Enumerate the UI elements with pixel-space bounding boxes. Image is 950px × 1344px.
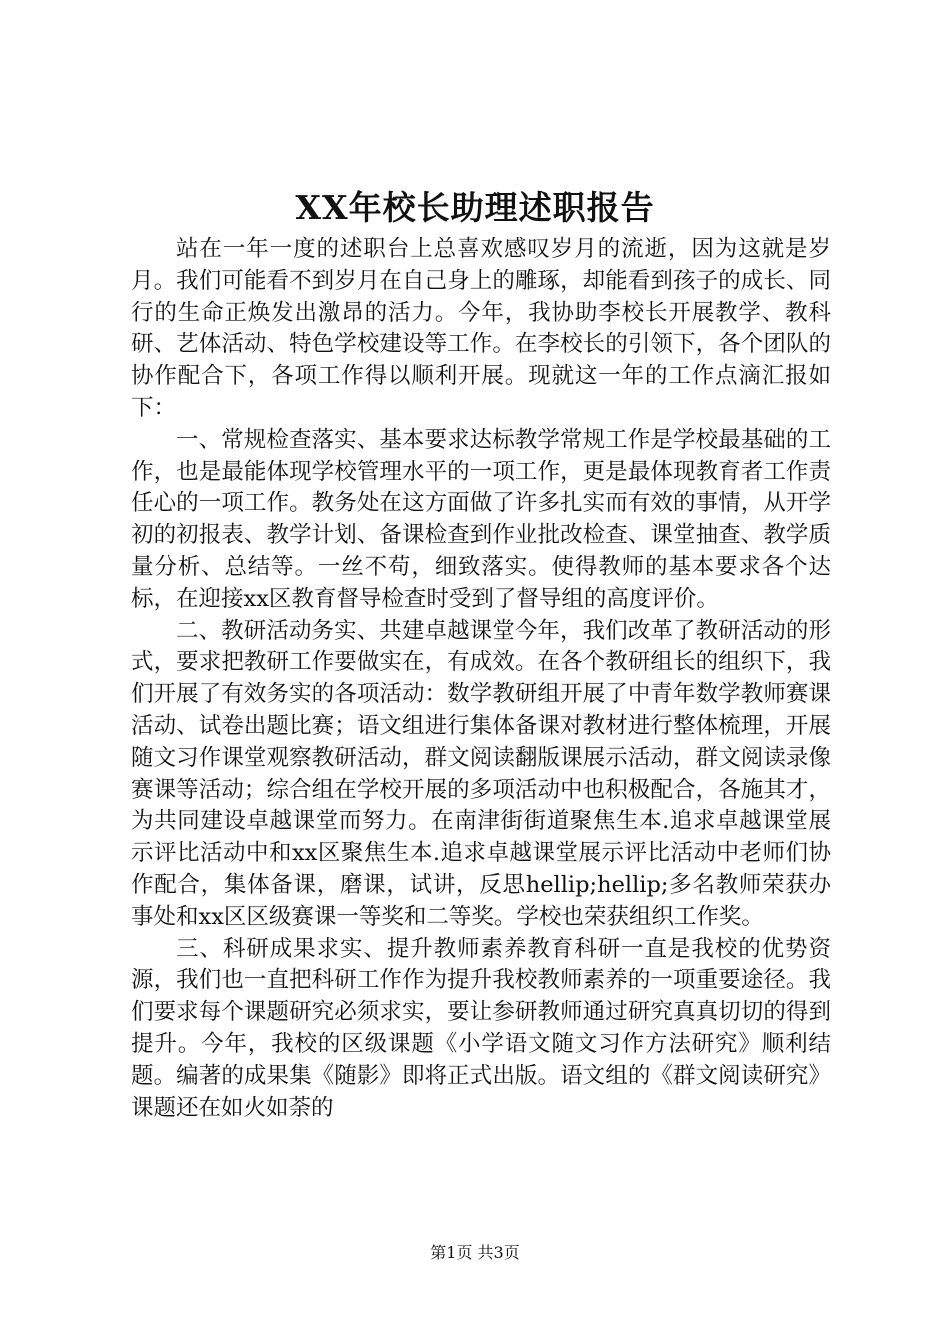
paragraph-section-3: 三、科研成果求实、提升教师素养教育科研一直是我校的优势资源，我们也一直把科研工作作为提升我校教师素养的一项重要途径。我们要求每个课题研究必须求实，要让参研教师通过研究真真切切的得到提升。今年，我校的区级课题《小学语文随文习作方法研究》顺利结题。编著的成果集《随影》即将正式出版。语文组的《群文阅读研究》课题还在如火如荼的 — [131, 935, 831, 1121]
paragraph-intro: 站在一年一度的述职台上总喜欢感叹岁月的流逝，因为这就是岁月。我们可能看不到岁月在自己身上的雕琢，却能看到孩子的成长、同行的生命正焕发出激昂的活力。今年，我协助李校长开展教学、教科研、艺体活动、特色学校建设等工作。在李校长的引领下，各个团队的协作配合下，各项工作得以顺利开展。现就这一年的工作点滴汇报如下： — [131, 236, 831, 421]
page-number-footer: 第1页 共3页 — [430, 1243, 520, 1262]
page-title: XX年校长助理述职报告 — [295, 188, 655, 227]
paragraph-section-1: 一、常规检查落实、基本要求达标教学常规工作是学校最基础的工作，也是最能体现学校管理水平的一项工作，更是最体现教育者工作责任心的一项工作。教务处在这方面做了许多扎实而有效的事情，从开学初的初报表、教学计划、备课检查到作业批改检查、课堂抽查、教学质量分析、总结等。一丝不苟，细致落实。使得教师的基本要求各个达标，在迎接xx区教育督导检查时受到了督导组的高度评价。 — [131, 426, 831, 612]
document-body — [131, 234, 831, 1124]
paragraph-section-2: 二、教研活动务实、共建卓越课堂今年，我们改革了教研活动的形式，要求把教研工作要做实在，有成效。在各个教研组长的组织下，我们开展了有效务实的各项活动：数学教研组开展了中青年数学教师赛课活动、试卷出题比赛；语文组进行集体备课对教材进行整体梳理，开展随文习作课堂观察教研活动，群文阅读翻版课展示活动，群文阅读录像赛课等活动；综合组在学校开展的多项活动中也积极配合，各施其才，为共同建设卓越课堂而努力。在南津街街道聚焦生本.追求卓越课堂展示评比活动中和xx区聚焦生本.追求卓越课堂展示评比活动中老师们协作配合，集体备课，磨课，试讲，反思hellip;hellip;多名教师荣获办事处和xx区区级赛课一等奖和二等奖。学校也荣获组织工作奖。 — [131, 617, 831, 930]
